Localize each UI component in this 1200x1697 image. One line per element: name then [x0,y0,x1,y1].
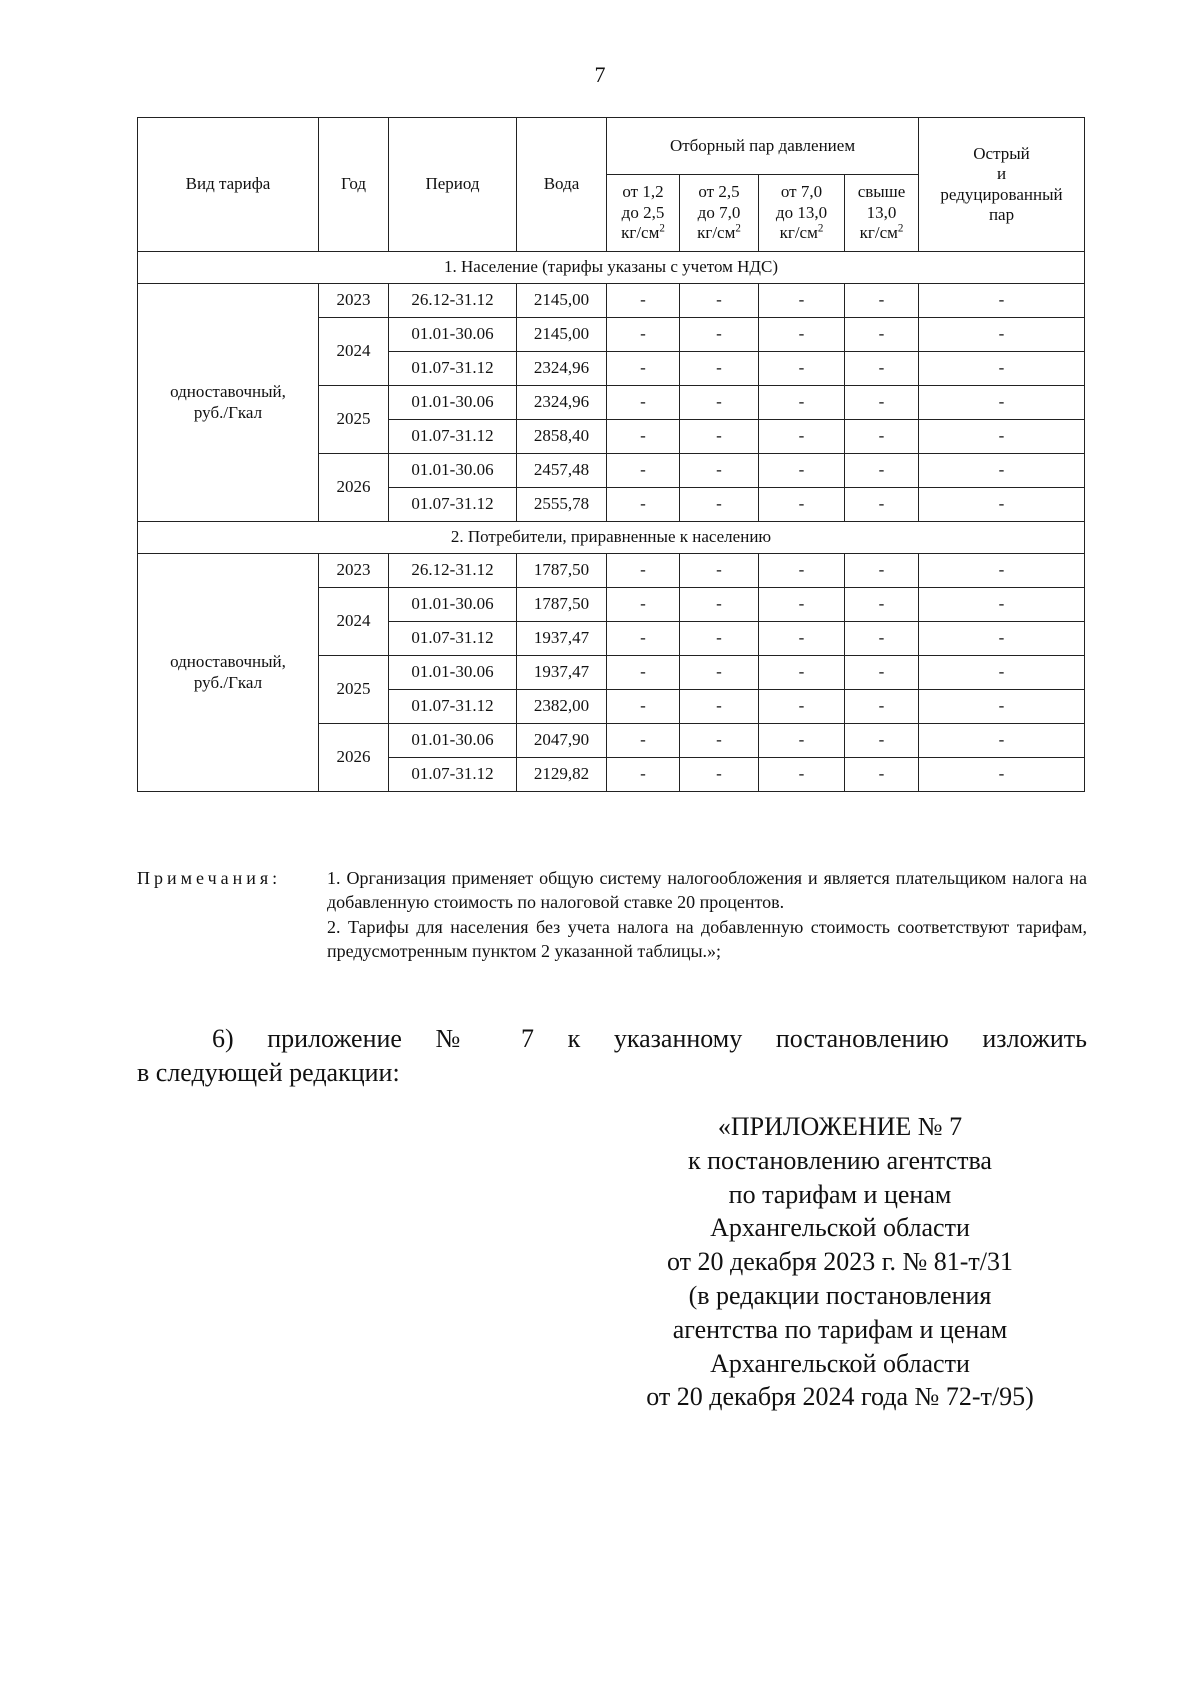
unit-exponent: 2 [735,222,741,235]
steam-value-cell: - [607,454,680,488]
steam-value-cell: - [759,588,845,622]
steam-value-cell: - [607,420,680,454]
steam-value-cell: - [919,386,1085,420]
tariff-table [137,117,1085,792]
steam-value-cell: - [845,588,919,622]
header-steam-line: от 7,0 [780,182,823,202]
steam-value-cell: - [680,488,759,522]
header-year: Год [319,118,389,252]
steam-value-cell: - [680,758,759,792]
header-water: Вода [517,118,607,252]
steam-value-cell: - [607,284,680,318]
steam-value-cell: - [759,554,845,588]
steam-value-cell: - [607,554,680,588]
steam-value-cell: - [919,622,1085,656]
year-cell: 2023 [319,284,389,318]
steam-value-cell: - [680,420,759,454]
steam-value-cell: - [845,454,919,488]
tariff-kind-cell [138,554,319,792]
unit-text: кг/см [779,223,818,243]
steam-value-cell: - [845,622,919,656]
period-cell: 01.01-30.06 [389,656,517,690]
steam-value-cell: - [759,318,845,352]
water-cell: 1937,47 [517,656,607,690]
steam-value-cell: - [759,488,845,522]
water-cell: 2145,00 [517,284,607,318]
period-cell: 01.07-31.12 [389,690,517,724]
steam-value-cell: - [845,554,919,588]
steam-value-cell: - [845,386,919,420]
year-cell: 2024 [319,318,389,386]
header-steam-line: до 13,0 [775,202,828,222]
tariff-kind-line: одноставочный, [170,382,286,402]
header-steam-line: от 2,5 [698,182,740,202]
steam-value-cell: - [680,318,759,352]
water-cell: 2324,96 [517,352,607,386]
water-cell: 2129,82 [517,758,607,792]
header-steam-line: свыше [857,182,906,202]
steam-value-cell: - [919,554,1085,588]
steam-value-cell: - [759,352,845,386]
table-body [138,252,1085,792]
steam-value-cell: - [919,758,1085,792]
appendix-line: агентства по тарифам и ценам [672,1314,1008,1344]
steam-value-cell: - [919,690,1085,724]
header-sharp-steam [919,118,1085,252]
steam-value-cell: - [680,352,759,386]
steam-value-cell: - [759,656,845,690]
tariff-kind-line: руб./Гкал [193,402,263,422]
steam-value-cell: - [759,386,845,420]
appendix-line: от 20 декабря 2023 г. № 81-т/31 [666,1247,1014,1277]
steam-value-cell: - [845,656,919,690]
water-cell: 2457,48 [517,454,607,488]
year-cell: 2024 [319,588,389,656]
header-steam-col [607,175,680,252]
water-cell: 2555,78 [517,488,607,522]
period-cell: 01.07-31.12 [389,352,517,386]
water-cell: 2858,40 [517,420,607,454]
header-period: Период [389,118,517,252]
steam-value-cell: - [759,724,845,758]
note-item: 1. Организация применяет общую систему налогообложения и является плательщиком налога на добавленную стоимость по налоговой ставке 20 процентов. [327,868,1087,913]
period-cell: 01.07-31.12 [389,420,517,454]
water-cell: 2382,00 [517,690,607,724]
header-steam-line: до 2,5 [621,202,665,222]
header-steam-unit [609,223,677,243]
header-steam-unit [761,223,842,243]
steam-value-cell: - [680,386,759,420]
steam-value-cell: - [607,758,680,792]
appendix-line: по тарифам и ценам [728,1179,952,1209]
steam-value-cell: - [919,588,1085,622]
period-cell: 01.01-30.06 [389,386,517,420]
steam-value-cell: - [759,454,845,488]
steam-value-cell: - [845,724,919,758]
header-steam-col [845,175,919,252]
steam-value-cell: - [845,420,919,454]
unit-exponent: 2 [897,222,904,235]
header-steam-line: 13,0 [866,202,897,222]
appendix-line: «ПРИЛОЖЕНИЕ № 7 [717,1112,963,1141]
header-sharp-line: и [996,164,1007,184]
period-cell: 01.07-31.12 [389,488,517,522]
steam-value-cell: - [607,318,680,352]
table-row [138,284,1085,318]
unit-exponent: 2 [659,222,665,235]
tariff-kind-cell [138,284,319,522]
steam-value-cell: - [845,488,919,522]
section-row [138,522,1085,554]
appendix-line: к постановлению агентства [688,1145,992,1175]
appendix-line: Архангельской области [710,1348,970,1378]
appendix-line: (в редакции постановления [688,1280,992,1310]
appendix-line: Архангельской области [710,1213,970,1243]
steam-value-cell: - [919,454,1085,488]
steam-value-cell: - [680,622,759,656]
steam-value-cell: - [607,386,680,420]
water-cell: 2145,00 [517,318,607,352]
steam-value-cell: - [607,352,680,386]
header-steam-col [680,175,759,252]
unit-text: кг/см [697,223,736,243]
year-cell: 2025 [319,386,389,454]
steam-value-cell: - [919,352,1085,386]
header-steam-col [759,175,845,252]
water-cell: 1787,50 [517,554,607,588]
steam-value-cell: - [607,488,680,522]
unit-text: кг/см [859,223,898,243]
year-cell: 2026 [319,454,389,522]
table-header [138,118,1085,252]
period-cell: 01.01-30.06 [389,724,517,758]
steam-value-cell: - [845,318,919,352]
steam-value-cell: - [680,588,759,622]
steam-value-cell: - [680,554,759,588]
header-sharp-line: пар [988,204,1015,224]
period-cell: 01.01-30.06 [389,588,517,622]
notes-body [327,866,1087,963]
section-row [138,252,1085,284]
steam-value-cell: - [759,284,845,318]
header-steam-line: до 7,0 [697,202,741,222]
steam-value-cell: - [680,454,759,488]
water-cell: 1937,47 [517,622,607,656]
notes-label: Примечания: [137,868,282,888]
steam-value-cell: - [919,318,1085,352]
note-item: 2. Тарифы для населения без учета налога на добавленную стоимость соответствуют тарифам, предусмотренным пунктом 2 указанной таблицы.»; [327,916,1087,961]
header-steam-unit [847,223,916,243]
table-row [138,554,1085,588]
steam-value-cell: - [759,758,845,792]
year-cell: 2026 [319,724,389,792]
period-cell: 26.12-31.12 [389,284,517,318]
water-cell: 2324,96 [517,386,607,420]
paragraph-line: 6) приложение № 7 к указанному постановлению изложить [212,1024,1087,1053]
steam-value-cell: - [845,352,919,386]
steam-value-cell: - [607,690,680,724]
steam-value-cell: - [919,488,1085,522]
paragraph-line: в следующей редакции: [137,1057,400,1087]
water-cell: 2047,90 [517,724,607,758]
steam-value-cell: - [919,724,1085,758]
steam-value-cell: - [680,724,759,758]
unit-text: кг/см [621,223,660,243]
steam-value-cell: - [680,690,759,724]
year-cell: 2025 [319,656,389,724]
page-number: 7 [594,62,606,87]
unit-exponent: 2 [817,222,824,235]
water-cell: 1787,50 [517,588,607,622]
steam-value-cell: - [759,622,845,656]
header-sharp-line: Острый [973,143,1030,163]
steam-value-cell: - [607,588,680,622]
header-steam-unit [682,223,756,243]
period-cell: 01.07-31.12 [389,758,517,792]
section-title: 2. Потребители, приравненные к населению [138,522,1085,554]
steam-value-cell: - [919,284,1085,318]
steam-value-cell: - [919,656,1085,690]
steam-value-cell: - [607,656,680,690]
appendix-line: от 20 декабря 2024 года № 72-т/95) [646,1382,1034,1412]
period-cell: 01.01-30.06 [389,454,517,488]
tariff-kind-line: одноставочный, [170,652,286,672]
steam-value-cell: - [680,284,759,318]
header-steam-line: от 1,2 [622,182,664,202]
header-steam-group: Отборный пар давлением [607,118,919,175]
steam-value-cell: - [919,420,1085,454]
year-cell: 2023 [319,554,389,588]
amendment-paragraph [137,1022,1087,1090]
period-cell: 01.01-30.06 [389,318,517,352]
steam-value-cell: - [759,690,845,724]
steam-value-cell: - [845,758,919,792]
tariff-kind-line: руб./Гкал [193,672,263,692]
period-cell: 26.12-31.12 [389,554,517,588]
steam-value-cell: - [759,420,845,454]
period-cell: 01.07-31.12 [389,622,517,656]
steam-value-cell: - [845,690,919,724]
appendix-header [610,1110,1070,1414]
steam-value-cell: - [607,622,680,656]
steam-value-cell: - [680,656,759,690]
steam-value-cell: - [607,724,680,758]
section-title: 1. Население (тарифы указаны с учетом НДС) [138,252,1085,284]
header-kind: Вид тарифа [138,118,319,252]
header-sharp-line: редуцированный [940,184,1063,204]
steam-value-cell: - [845,284,919,318]
